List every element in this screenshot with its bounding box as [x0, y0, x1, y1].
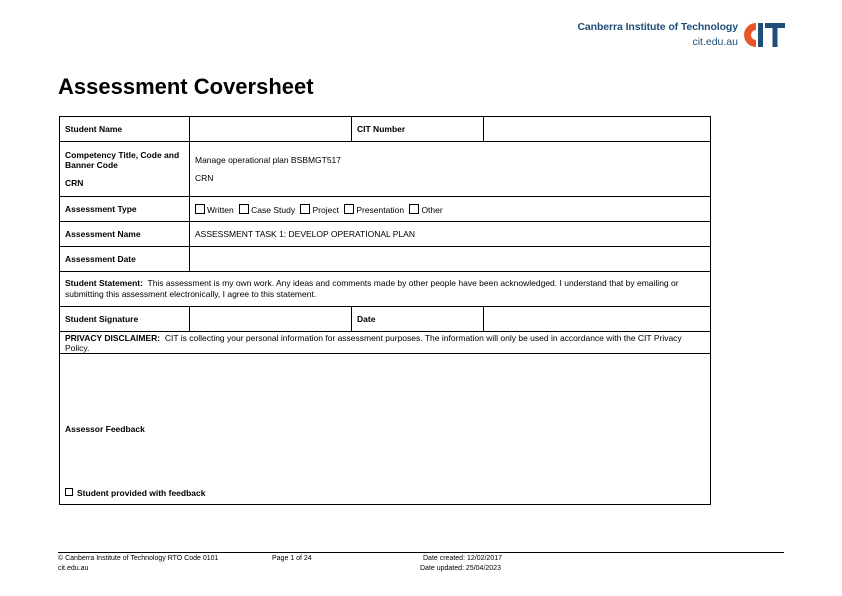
competency-row	[60, 142, 711, 197]
footer-divider	[58, 552, 784, 553]
case-study-checkbox[interactable]	[239, 204, 249, 214]
cit-logo	[577, 20, 786, 50]
assessment-name-value: ASSESSMENT TASK 1: DEVELOP OPERATIONAL PLAN	[190, 222, 711, 247]
competency-label: Competency Title, Code and Banner Code	[65, 150, 180, 170]
presentation-label: Presentation	[356, 204, 405, 215]
signature-field[interactable]	[190, 307, 352, 332]
assessment-date-label: Assessment Date	[60, 247, 190, 272]
competency-value: Manage operational plan BSBMGT517	[195, 155, 342, 165]
cit-number-label: CIT Number	[352, 117, 484, 142]
feedback-label: Assessor Feedback	[65, 424, 145, 434]
assessment-date-row	[60, 247, 711, 272]
feedback-checkbox[interactable]	[65, 488, 73, 496]
student-name-field[interactable]	[190, 117, 352, 142]
case-study-label: Case Study	[251, 204, 296, 215]
coversheet-table	[59, 116, 711, 505]
crn-label: CRN	[65, 178, 84, 188]
footer-date-created: Date created: 12/02/2017	[423, 555, 503, 562]
statement-text: This assessment is my own work. Any ideas and comments made by other people have been acknowledged. I understand that by emailing or submitting this assessment electronically, I agree to this statement.	[65, 278, 679, 299]
presentation-checkbox[interactable]	[344, 204, 354, 214]
privacy-text: CIT is collecting your personal information for assessment purposes. The information will only be used in accordance with the CIT Privacy Policy.	[65, 332, 682, 353]
assessment-type-row	[60, 197, 711, 222]
written-label: Written	[207, 204, 234, 215]
footer-copyright: © Canberra Institute of Technology RTO Code 0101	[58, 555, 219, 562]
assessment-type-options	[190, 197, 711, 222]
other-label: Other	[421, 204, 443, 215]
assessment-type-label: Assessment Type	[60, 197, 190, 222]
assessment-name-row	[60, 222, 711, 247]
statement-label: Student Statement:	[65, 278, 143, 288]
privacy-label: PRIVACY DISCLAIMER:	[65, 332, 161, 343]
privacy-row	[60, 332, 711, 354]
cit-number-field[interactable]	[484, 117, 711, 142]
written-checkbox[interactable]	[195, 204, 205, 214]
project-checkbox[interactable]	[300, 204, 310, 214]
signature-label: Student Signature	[60, 307, 190, 332]
feedback-row	[60, 354, 711, 505]
footer-page: Page 1 of 24	[272, 555, 312, 562]
student-statement-row	[60, 272, 711, 307]
signature-row	[60, 307, 711, 332]
other-checkbox[interactable]	[409, 204, 419, 214]
cit-logo-mark	[742, 20, 786, 50]
crn-value: CRN	[195, 173, 214, 183]
project-label: Project	[312, 204, 339, 215]
student-name-row	[60, 117, 711, 142]
assessment-date-field[interactable]	[190, 247, 711, 272]
date-field[interactable]	[484, 307, 711, 332]
assessment-name-label: Assessment Name	[60, 222, 190, 247]
logo-url: cit.edu.au	[692, 36, 738, 48]
date-label: Date	[352, 307, 484, 332]
footer-site: cit.edu.au	[58, 565, 89, 572]
page-title: Assessment Coversheet	[58, 74, 314, 99]
student-name-label: Student Name	[60, 117, 190, 142]
logo-name: Canberra Institute of Technology	[577, 21, 738, 33]
footer-date-updated: Date updated: 25/04/2023	[420, 565, 501, 572]
feedback-check-label: Student provided with feedback	[77, 488, 206, 498]
